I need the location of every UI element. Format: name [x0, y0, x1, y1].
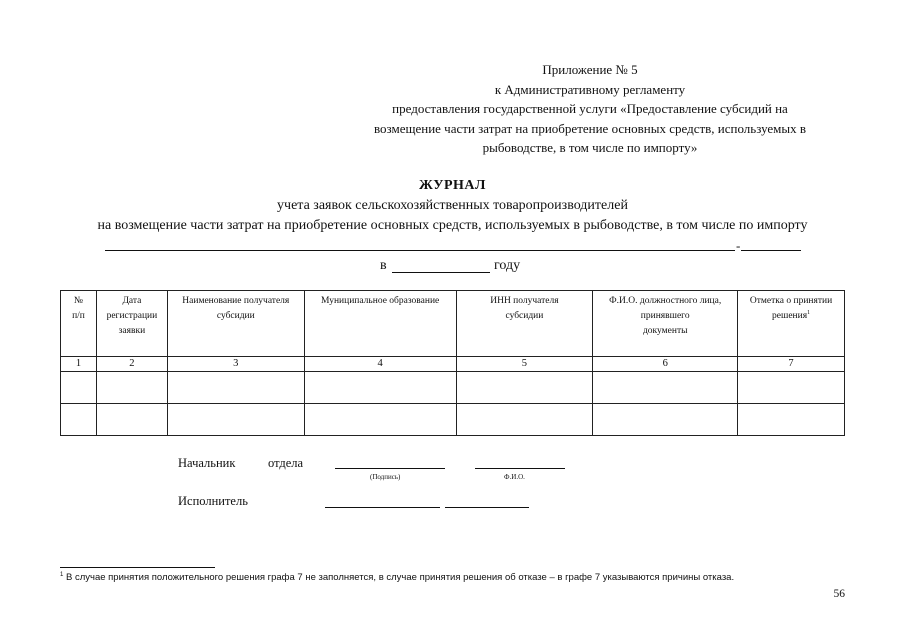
table-cell: [167, 404, 304, 436]
header-text: субсидии: [216, 311, 255, 321]
header-text: заявки: [118, 326, 146, 336]
column-number: 3: [167, 357, 304, 372]
fio-line: [475, 468, 565, 469]
header-text: Ф.И.О. должностного лица,: [609, 296, 722, 306]
journal-title: ЖУРНАЛ: [419, 178, 486, 193]
journal-subtitle-1: учета заявок сельскохозяйственных товаропроизводителей: [277, 198, 628, 213]
table-cell: [167, 372, 304, 404]
table-cell: [61, 404, 97, 436]
footnote-text: В случае принятия положительного решения графа 7 не заполняется, в случае принятия решения об отказе – в графе 7 указываются причины отказа.: [63, 572, 735, 583]
table-cell: [456, 404, 593, 436]
journal-subtitle-2: на возмещение части затрат на приобретение основных средств, используемых в рыбоводстве, в том числе по импорту: [97, 218, 808, 233]
header-text: документы: [642, 326, 688, 336]
header-cell-decision-mark: [738, 291, 845, 357]
table-cell: [96, 404, 167, 436]
header-text: ИНН получателя: [490, 296, 559, 306]
table-cell: [304, 404, 456, 436]
header-text: Дата: [122, 296, 142, 306]
footnote-mark: 1: [60, 571, 64, 578]
table-cell: [61, 372, 97, 404]
appendix-line-1: Приложение № 5: [542, 62, 638, 77]
executor-line-1: [325, 507, 440, 508]
head-label: Начальник: [178, 456, 236, 470]
column-number: 2: [96, 357, 167, 372]
table-row: [61, 404, 845, 436]
year-suffix: году: [494, 258, 521, 273]
footnote-separator: [60, 567, 215, 568]
signature-caption: (Подпись): [370, 473, 401, 481]
header-cell-recipient-name: [167, 291, 304, 357]
appendix-header: [330, 60, 850, 158]
column-number: 1: [61, 357, 97, 372]
header-text: решения: [772, 311, 808, 321]
table-cell: [738, 372, 845, 404]
header-text-with-footnote: [738, 309, 844, 324]
table-cell: [738, 404, 845, 436]
page-number: 56: [833, 588, 845, 600]
appendix-line-2: к Административному регламенту: [494, 81, 686, 97]
header-cell-municipality: [304, 291, 456, 357]
table-cell: [456, 372, 593, 404]
blank-line-right: [741, 250, 801, 251]
header-text: субсидии: [505, 311, 544, 321]
header-cell-official-name: [593, 291, 738, 357]
header-text: Отметка о принятии: [749, 296, 833, 306]
table-cell: [304, 372, 456, 404]
appendix-line-4: возмещение части затрат на приобретение основных средств, используемых в: [373, 120, 807, 136]
journal-table: [60, 290, 845, 436]
blank-dash: -: [736, 238, 741, 253]
column-number: 7: [738, 357, 845, 372]
year-blank: [392, 272, 490, 273]
header-text: Наименование получателя: [182, 296, 290, 306]
executor-line-2: [445, 507, 529, 508]
table-cell: [96, 372, 167, 404]
department-label: отдела: [268, 456, 304, 470]
header-cell-number: [61, 291, 97, 357]
footnote: [60, 572, 734, 583]
table-cell: [593, 372, 738, 404]
blank-line-left: [105, 250, 735, 251]
header-cell-inn: [456, 291, 593, 357]
column-number: 6: [593, 357, 738, 372]
signature-line: [335, 468, 445, 469]
column-number: 5: [456, 357, 593, 372]
header-text: п/п: [72, 311, 85, 321]
table-header-row: [61, 291, 845, 357]
footnote-mark: 1: [807, 309, 811, 316]
executor-label: Исполнитель: [178, 494, 248, 508]
appendix-line-5: рыбоводстве, в том числе по импорту»: [482, 140, 698, 155]
header-text: принявшего: [640, 311, 690, 321]
fio-caption: Ф.И.О.: [504, 473, 525, 481]
header-text: Муниципальное образование: [320, 296, 440, 306]
table-cell: [593, 404, 738, 436]
header-cell-registration-date: [96, 291, 167, 357]
year-prefix: в: [380, 258, 387, 273]
appendix-line-3: предоставления государственной услуги «Предоставление субсидий на: [392, 101, 788, 116]
table-number-row: [61, 357, 845, 372]
column-number: 4: [304, 357, 456, 372]
table-row: [61, 372, 845, 404]
header-text: регистрации: [106, 311, 158, 321]
header-text: №: [73, 296, 83, 306]
